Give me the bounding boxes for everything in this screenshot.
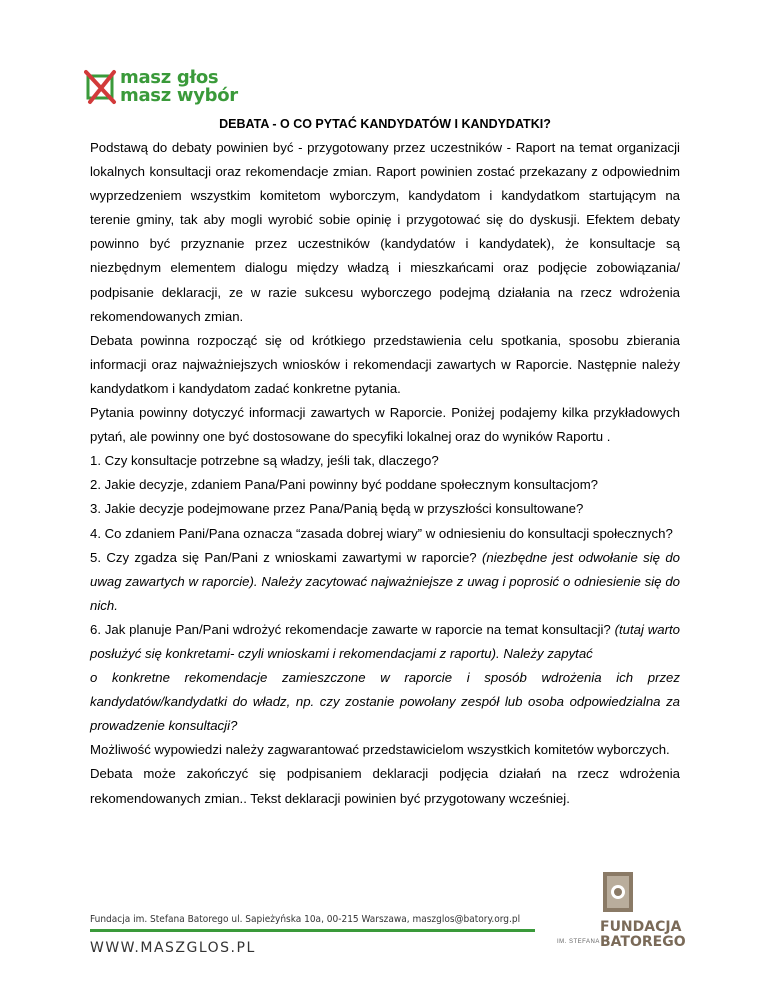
question-1: 1. Czy konsultacje potrzebne są władzy, jeśli tak, dlaczego?	[90, 453, 439, 469]
paragraph-debate-start: Debata powinna rozpocząć się od krótkiego przedstawienia celu spotkania, sposobu zbierania informacji oraz najważniejszych wniosków i rekomendacji zawartych w Raporcie. Następnie należy kandydatkom i kandydatom zadać konkretne pytania.	[90, 332, 680, 396]
question-5-note: (niezbędne jest odwołanie się do uwag zawartych w raporcie). Należy zacytować najważniejsze z uwag i poprosić o odniesienie się do nich.	[90, 549, 680, 613]
paragraph-closing-1: Możliwość wypowiedzi należy zagwarantować przedstawicielom wszystkich komitetów wyborczych.	[90, 742, 670, 758]
logo-line-1: masz głos	[120, 67, 219, 88]
fundacja-name	[600, 919, 686, 950]
footer-divider	[90, 929, 535, 932]
paragraph-questions-intro: Pytania powinny dotyczyć informacji zawartych w Raporcie. Poniżej podajemy kilka przykładowych pytań, ale powinny one być dostosowane do specyfiki lokalnej oraz do wyników Raportu .	[90, 405, 680, 445]
footer-address: Fundacja im. Stefana Batorego ul. Sapieżyńska 10a, 00-215 Warszawa, maszglos@batory.org.pl	[90, 914, 521, 925]
ballot-x-icon	[84, 68, 118, 108]
document-body	[90, 116, 680, 811]
question-6	[90, 618, 680, 666]
question-6-text: 6. Jak planuje Pan/Pani wdrożyć rekomendacje zawarte w raporcie na temat konsultacji?	[90, 621, 611, 637]
question-4: 4. Co zdaniem Pani/Pana oznacza “zasada dobrej wiary” w odniesieniu do konsultacji społecznych?	[90, 525, 673, 541]
document-title: DEBATA - O CO PYTAĆ KANDYDATÓW I KANDYDATKI?	[219, 117, 551, 131]
fundacja-small-text: IM. STEFANA	[557, 939, 600, 945]
fundacja-name-line-1: FUNDACJA	[600, 919, 682, 935]
fundacja-batorego-logo	[555, 872, 686, 952]
paragraph-closing-2: Debata może zakończyć się podpisaniem deklaracji podjęcia działań na rzecz wdrożenia rekomendowanych zmian.. Tekst deklaracji powinien być przygotowany wcześniej.	[90, 766, 680, 806]
paragraph-intro: Podstawą do debaty powinien być - przygotowany przez uczestników - Raport na temat organizacji lokalnych konsultacji oraz rekomendacje zmian. Raport powinien zostać przekazany z odpowiednim wyprzedzeniem wszystkim komitetom wyborczym, kandydatom i kandydatkom startującym na terenie gminy, tak aby mogli wyrobić sobie opinię i przygotować się do dyskusji. Efektem debaty powinno być przyznanie przez uczestników (kandydatów i kandydatek), że konsultacje są niezbędnym elementem dialogu między władzą i mieszkańcami oraz podjęcie zobowiązania/ podpisanie deklaracji, ze w razie sukcesu wyborczego podejmą działania na rzecz wdrożenia rekomendowanych zmian.	[90, 140, 680, 324]
fundacja-emblem-icon	[603, 872, 633, 912]
question-3: 3. Jakie decyzje podejmowane przez Pana/Panią będą w przyszłości konsultowane?	[90, 501, 584, 517]
logo-line-2: masz wybór	[120, 85, 238, 106]
masz-glos-logo	[84, 66, 264, 112]
fundacja-name-line-2: BATOREGO	[600, 934, 686, 950]
footer-url: WWW.MASZGLOS.PL	[90, 940, 256, 956]
question-5	[90, 546, 680, 618]
question-2: 2. Jakie decyzje, zdaniem Pana/Pani powinny być poddane społecznym konsultacjom?	[90, 477, 599, 493]
question-6-note-1: (tutaj warto posłużyć się konkretami- czyli wnioskami i rekomendacjami z raportu). Należy zapytać	[90, 621, 680, 661]
question-5-text: 5. Czy zgadza się Pan/Pani z wnioskami zawartymi w raporcie?	[90, 549, 477, 565]
question-6-note-2: o konkretne rekomendacje zamieszczone w raporcie i sposób wdrożenia ich przez kandydatów/kandydatki do władz, np. czy zostanie powołany zespół lub osoba odpowiedzialna za prowadzenie konsultacji?	[90, 670, 680, 734]
